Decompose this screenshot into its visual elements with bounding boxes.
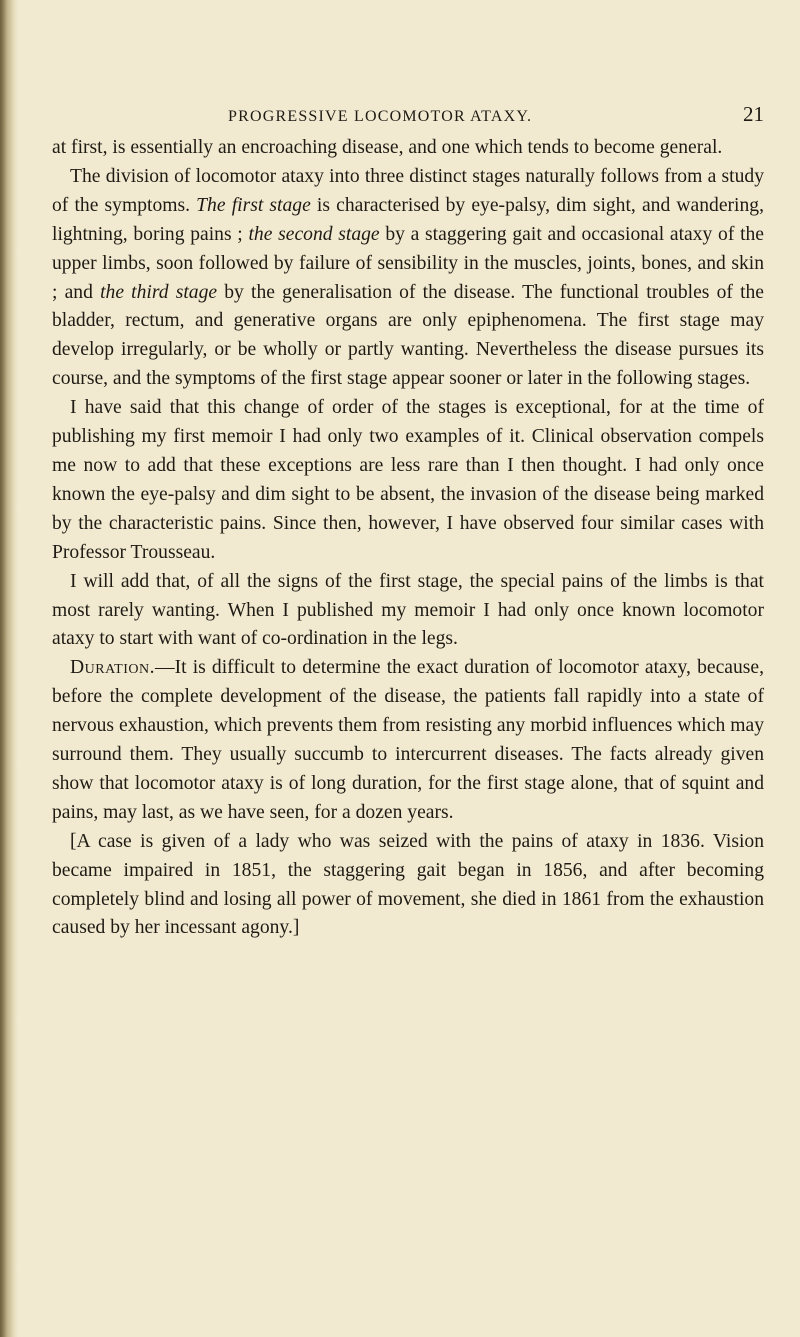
running-head bbox=[52, 100, 764, 134]
paragraph-case: [A case is given of a lady who was seized with the pains of ataxy in 1836. Vision became impaired in 1851, the staggering gait began in 1856, and after becoming completely blind and losing all power of movement, she died in 1861 from the exhaustion caused by her incessant agony.] bbox=[52, 830, 764, 939]
body-text bbox=[52, 134, 764, 943]
page-number: 21 bbox=[743, 102, 764, 126]
section-heading-duration: Duration. bbox=[70, 657, 155, 679]
italic-second-stage: the second stage bbox=[248, 223, 380, 245]
text-run: is characterised by eye-palsy, dim sight, and wandering, lightning, boring pains ; bbox=[52, 194, 764, 245]
paragraph-exceptions: I have said that this change of order of the stages is exceptional, for at the time of publishing my first memoir I had only two examples of it. Clinical observation compels me now to add that these exceptions are less rare than I then thought. I had only once known the eye-palsy and dim sight to be absent, the invasion of the disease being marked by the characteristic pains. Since then, however, I have observed four similar cases with Professor Trousseau. bbox=[52, 397, 764, 563]
text-run: —It is difficult to determine the exact duration of locomotor ataxy, because, before the complete development of the disease, the patients fall rapidly into a state of nervous exhaustion, which prevents them from resisting any morbid influences which may surround them. They usually succumb to intercurrent diseases. The facts already given show that locomotor ataxy is of long duration, for the first stage alone, that of squint and pains, may last, as we have seen, for a dozen years. bbox=[52, 657, 764, 823]
text-run: by the generalisation of the disease. The functional troubles of the bladder, rectum, and generative organs are only epiphenomena. The first stage may develop irregularly, or be wholly or partly wanting. Nevertheless the disease pursues its course, and the symptoms of the first stage appear sooner or later in the following stages. bbox=[52, 281, 765, 390]
text-run: The division of locomotor ataxy into three distinct stages naturally follows from a study of the symptoms. bbox=[52, 165, 764, 216]
paragraph-duration bbox=[52, 654, 764, 827]
book-gutter-shadow bbox=[0, 0, 18, 1337]
paragraph-stages bbox=[52, 163, 764, 394]
book-page bbox=[52, 100, 764, 943]
italic-first-stage: The first stage bbox=[196, 194, 311, 216]
paragraph-special-pains: I will add that, of all the signs of the first stage, the special pains of the limbs is that most rarely wanting. When I published my memoir I had only once known locomotor ataxy to start with want of co-ordination in the legs. bbox=[52, 570, 764, 650]
running-title: PROGRESSIVE LOCOMOTOR ATAXY. bbox=[228, 108, 533, 125]
text-run: by a staggering gait and occasional ataxy of the upper limbs, soon followed by failure of sensibility in the muscles, joints, bones, and skin ; and bbox=[52, 223, 765, 303]
italic-third-stage: the third stage bbox=[100, 281, 218, 303]
paragraph-continuation: at first, is essentially an encroaching disease, and one which tends to become general. bbox=[52, 137, 723, 158]
